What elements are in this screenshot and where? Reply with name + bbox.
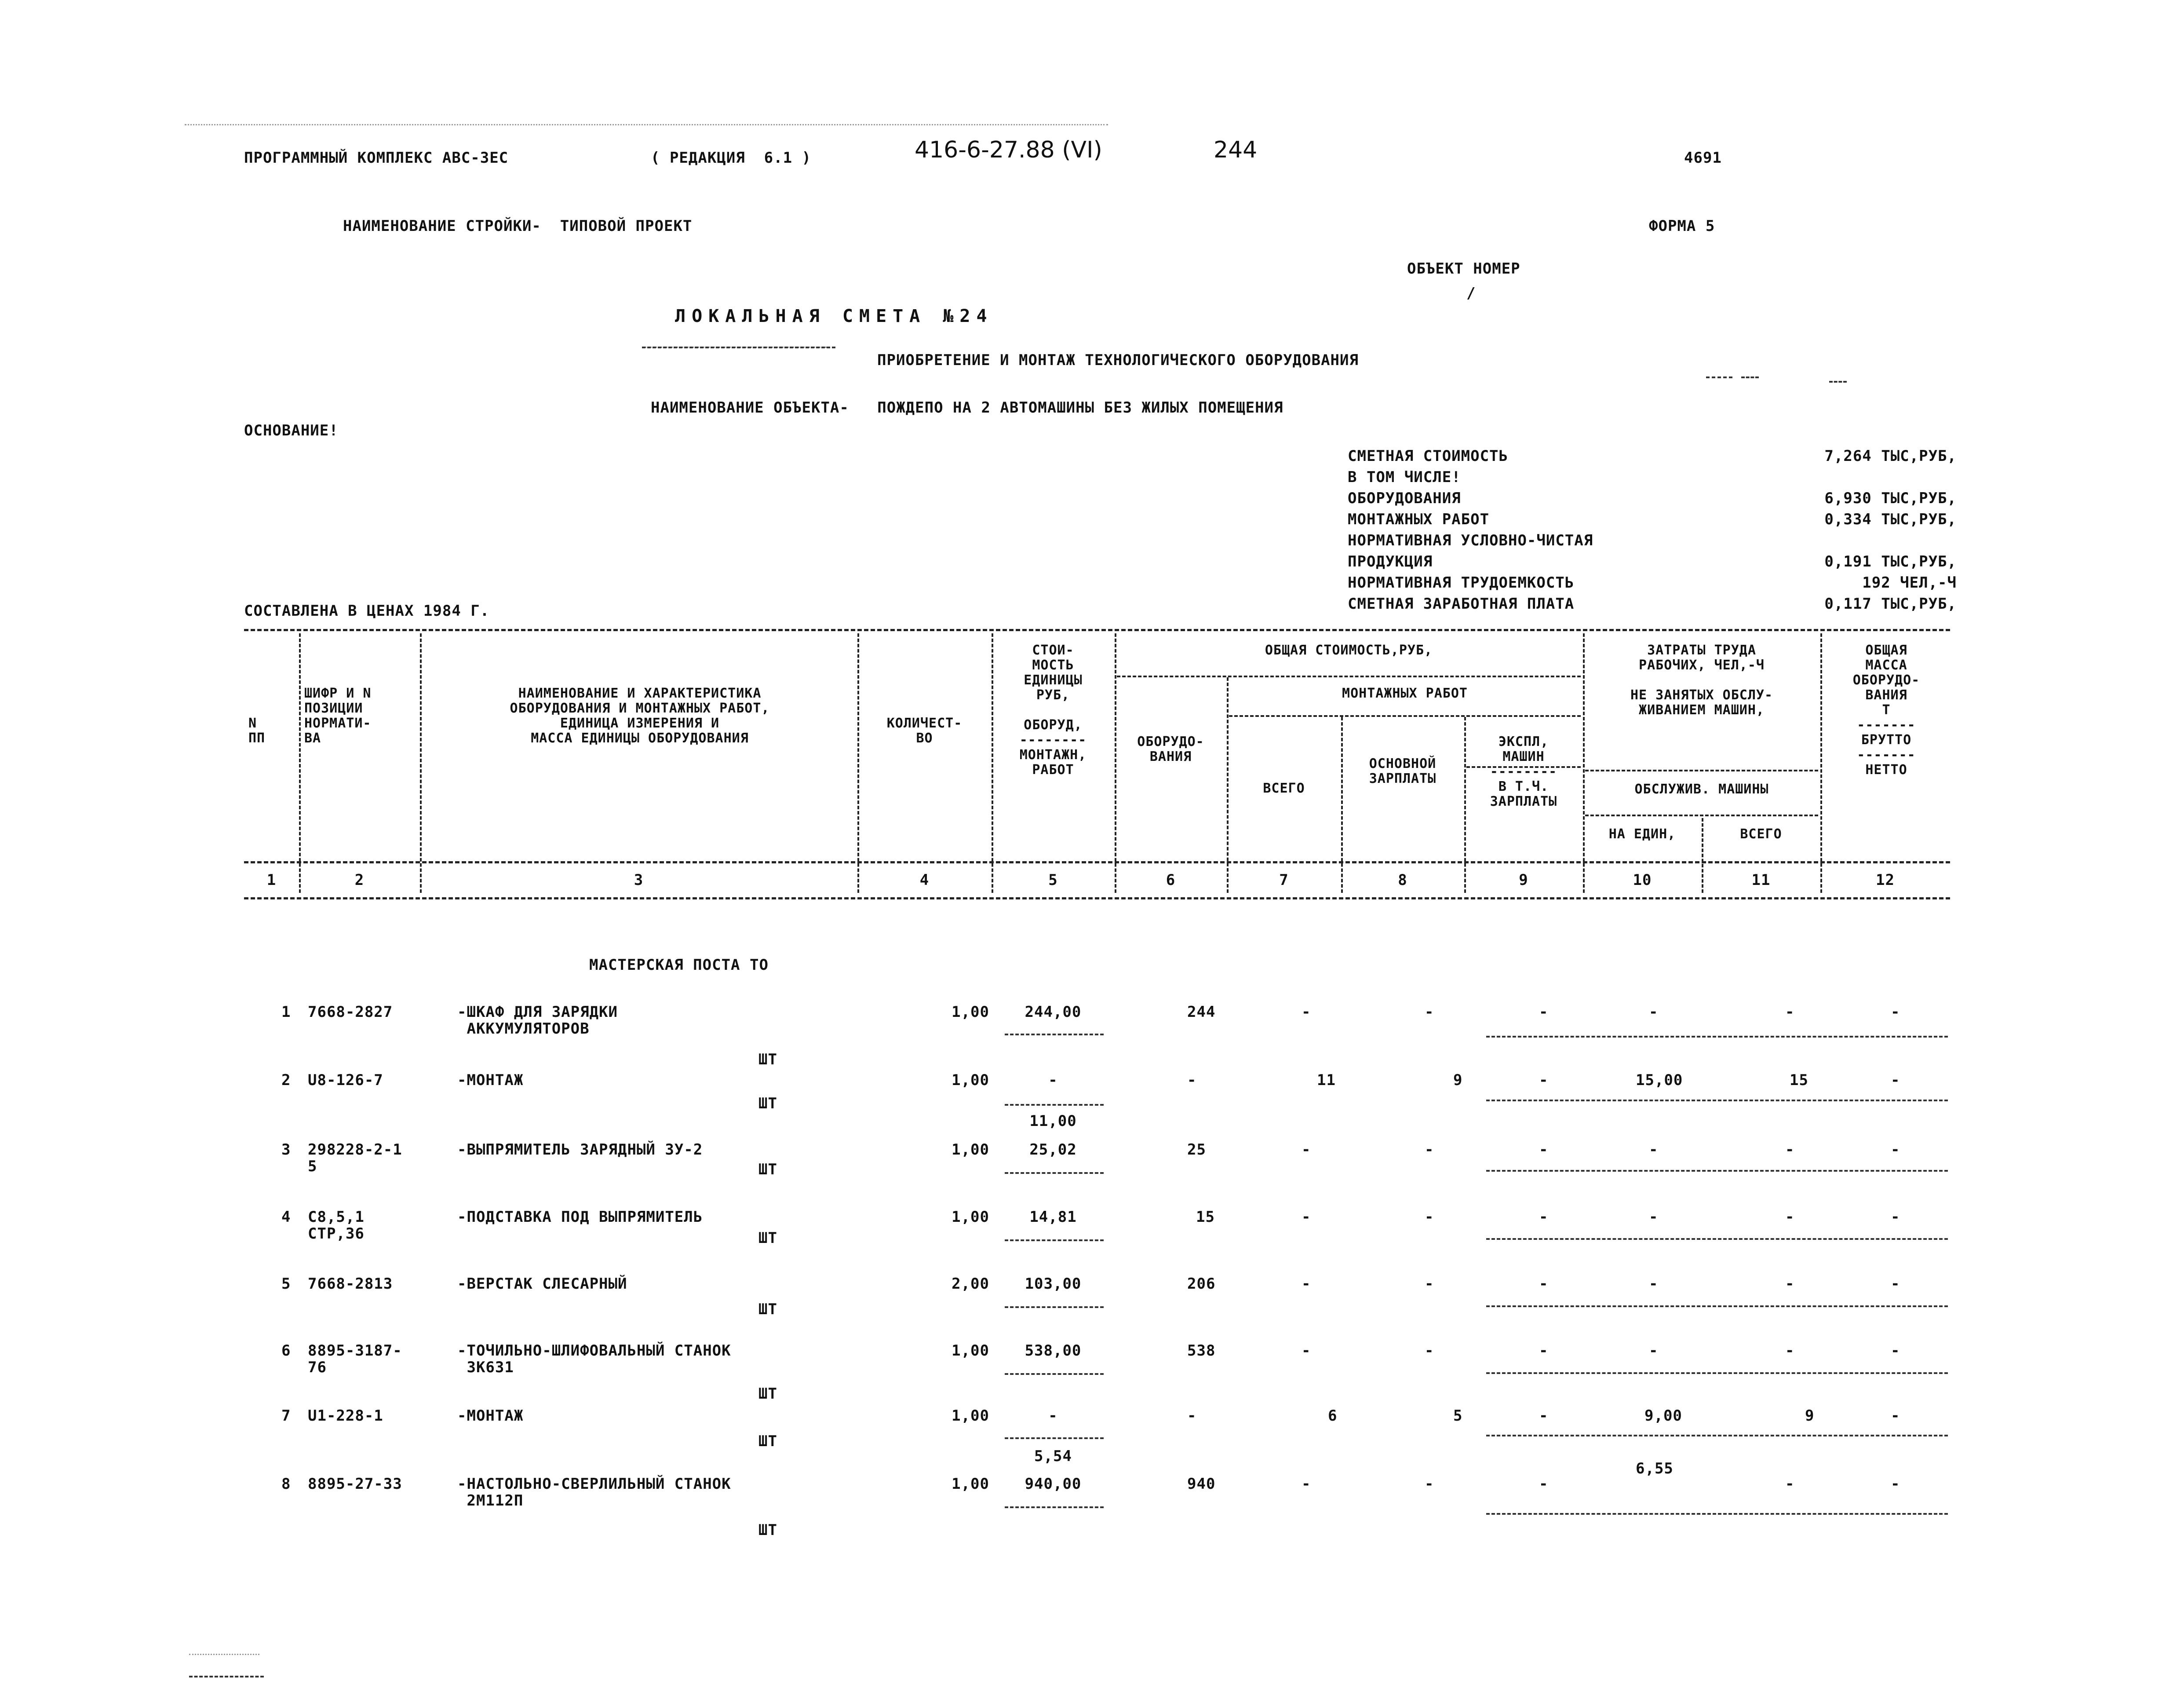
row-labor-total: - <box>1785 1342 1795 1359</box>
row-mount-total: - <box>1302 1141 1311 1158</box>
row-code: 298228-2-1 5 <box>308 1141 402 1175</box>
row-wage: - <box>1425 1342 1434 1359</box>
row-mount-total: - <box>1302 1003 1311 1021</box>
col-number: 3 <box>634 871 644 889</box>
row-unit: ШТ <box>758 1521 777 1539</box>
col-header-labor-total: ВСЕГО <box>1740 826 1782 842</box>
row-code: 7668-2813 <box>308 1275 393 1293</box>
row-labor-unit: 15,00 <box>1636 1071 1683 1089</box>
row-machines: - <box>1539 1071 1549 1089</box>
col-header-name: НАИМЕНОВАНИЕ И ХАРАКТЕРИСТИКА ОБОРУДОВАНИЯ И МОНТАЖНЫХ РАБОТ, ЕДИНИЦА ИЗМЕРЕНИЯ И МАССА ЕДИНИЦЫ ОБОРУДОВАНИЯ <box>510 686 770 746</box>
basis-label: ОСНОВАНИЕ! <box>244 422 339 439</box>
row-wage: 9 <box>1453 1071 1463 1089</box>
row-unit: ШТ <box>758 1301 777 1318</box>
summary-value: 0,334 ТЫС,РУБ, <box>1824 511 1957 528</box>
col-header-equipment: ОБОРУДО- ВАНИЯ <box>1137 734 1204 764</box>
row-wage: - <box>1425 1208 1434 1226</box>
row-quantity: 1,00 <box>952 1407 989 1425</box>
row-unit-price: 25,02 <box>1029 1141 1077 1158</box>
row-labor-total: 9 <box>1805 1407 1815 1425</box>
page-number: 244 <box>1214 137 1258 163</box>
row-code: 8895-27-33 <box>308 1475 402 1493</box>
col-header-unit-price: СТОИ- МОСТЬ ЕДИНИЦЫ РУБ, ОБОРУД, -------- МОНТАЖН, РАБОТ <box>1019 643 1087 778</box>
row-mount-total: - <box>1302 1275 1311 1293</box>
row-labor-total: 15 <box>1790 1071 1808 1089</box>
col-header-labor-machines: ОБСЛУЖИВ. МАШИНЫ <box>1634 782 1769 797</box>
col-number: 9 <box>1519 871 1528 889</box>
row-number: 3 <box>281 1141 291 1158</box>
project-code: 416-6-27.88 (VI) <box>915 137 1102 163</box>
col-number: 12 <box>1876 871 1895 889</box>
row-number: 6 <box>281 1342 291 1359</box>
edition: ( РЕДАКЦИЯ 6.1 ) <box>651 149 811 167</box>
row-unit-price: 940,00 <box>1025 1475 1082 1493</box>
col-header-mass: ОБЩАЯ МАССА ОБОРУДО- ВАНИЯ Т ------- БРУТТО ------- НЕТТО <box>1852 643 1920 778</box>
row-labor-unit: - <box>1649 1342 1659 1359</box>
col-number: 7 <box>1279 871 1289 889</box>
row-name: -ПОДСТАВКА ПОД ВЫПРЯМИТЕЛЬ <box>457 1208 703 1226</box>
row-mount-total: - <box>1302 1475 1311 1493</box>
summary-label: СМЕТНАЯ ЗАРАБОТНАЯ ПЛАТА <box>1348 595 1575 613</box>
row-wage: 5 <box>1453 1407 1463 1425</box>
col-number: 10 <box>1633 871 1652 889</box>
col-number: 1 <box>266 871 277 889</box>
row-unit: ШТ <box>758 1161 777 1178</box>
row-mount-total: - <box>1302 1342 1311 1359</box>
summary-value: 0,117 ТЫС,РУБ, <box>1824 595 1957 613</box>
row-unit: ШТ <box>758 1433 777 1450</box>
row-mount-price: 11,00 <box>1029 1112 1077 1130</box>
prices-basis: СОСТАВЛЕНА В ЦЕНАХ 1984 Г. <box>244 602 490 620</box>
row-unit: ШТ <box>758 1095 777 1112</box>
row-mass: - <box>1891 1407 1900 1425</box>
row-name: -МОНТАЖ <box>457 1407 524 1425</box>
col-header-per-unit: НА ЕДИН, <box>1608 826 1676 842</box>
summary-value: 0,191 ТЫС,РУБ, <box>1824 553 1957 570</box>
row-number: 1 <box>281 1003 291 1021</box>
row-machines: - <box>1539 1342 1549 1359</box>
scan-noise <box>189 1676 264 1677</box>
row-equipment: 538 <box>1187 1342 1216 1359</box>
row-wage: - <box>1425 1475 1434 1493</box>
row-quantity: 1,00 <box>952 1208 989 1226</box>
row-mount-total: 6 <box>1328 1407 1338 1425</box>
row-mount-total: 11 <box>1317 1071 1336 1089</box>
row-quantity: 1,00 <box>952 1475 989 1493</box>
row-mount-total: - <box>1302 1208 1311 1226</box>
row-mass: - <box>1891 1475 1900 1493</box>
building-name: НАИМЕНОВАНИЕ СТРОЙКИ- ТИПОВОЙ ПРОЕКТ <box>343 217 693 235</box>
section-title: МАСТЕРСКАЯ ПОСТА ТО <box>589 956 769 974</box>
row-number: 8 <box>281 1475 291 1493</box>
row-unit-price: 538,00 <box>1025 1342 1082 1359</box>
row-mass: - <box>1891 1071 1900 1089</box>
row-labor-unit: - <box>1649 1003 1659 1021</box>
row-equipment: 25 <box>1187 1141 1206 1158</box>
row-name: -МОНТАЖ <box>457 1071 524 1089</box>
row-code: 7668-2827 <box>308 1003 393 1021</box>
sheet-number: 4691 <box>1684 149 1722 167</box>
row-unit-price: 244,00 <box>1025 1003 1082 1021</box>
summary-value: 192 ЧЕЛ,-Ч <box>1862 574 1957 592</box>
row-unit: ШТ <box>758 1051 777 1068</box>
row-mass: - <box>1891 1141 1900 1158</box>
row-name: -ТОЧИЛЬНО-ШЛИФОВАЛЬНЫЙ СТАНОК 3К631 <box>457 1342 731 1376</box>
row-code: 8895-3187- 76 <box>308 1342 402 1376</box>
row-labor-unit: - <box>1649 1208 1659 1226</box>
row-number: 5 <box>281 1275 291 1293</box>
row-wage: - <box>1425 1141 1434 1158</box>
title-dash <box>1741 376 1759 378</box>
col-number: 6 <box>1166 871 1176 889</box>
row-name: -ВЕРСТАК СЛЕСАРНЫЙ <box>457 1275 627 1293</box>
title-dash <box>642 347 835 348</box>
summary-value: 7,264 ТЫС,РУБ, <box>1824 447 1957 465</box>
row-unit: ШТ <box>758 1229 777 1247</box>
row-machines: - <box>1539 1407 1549 1425</box>
program-name: ПРОГРАММНЫЙ КОМПЛЕКС АВС-3ЕС <box>244 149 509 167</box>
row-machines: - <box>1539 1275 1549 1293</box>
row-name: -ВЫПРЯМИТЕЛЬ ЗАРЯДНЫЙ ЗУ-2 <box>457 1141 703 1158</box>
row-unit-price: 14,81 <box>1029 1208 1077 1226</box>
row-wage: - <box>1425 1003 1434 1021</box>
row-mount-price: 5,54 <box>1034 1447 1072 1465</box>
row-mass: - <box>1891 1275 1900 1293</box>
row-labor-unit: - <box>1649 1141 1659 1158</box>
row-unit-price: - <box>1048 1071 1058 1089</box>
row-labor-total: - <box>1785 1208 1795 1226</box>
summary-label: ОБОРУДОВАНИЯ <box>1348 490 1461 507</box>
row-quantity: 2,00 <box>952 1275 989 1293</box>
summary-label: МОНТАЖНЫХ РАБОТ <box>1348 511 1490 528</box>
object-label: ОБЪЕКТ НОМЕР <box>1407 260 1520 278</box>
estimate-subtitle: ПРИОБРЕТЕНИЕ И МОНТАЖ ТЕХНОЛОГИЧЕСКОГО ОБОРУДОВАНИЯ <box>877 351 1359 369</box>
form-label: ФОРМА 5 <box>1649 217 1715 235</box>
row-equipment: 940 <box>1187 1475 1216 1493</box>
row-mass: - <box>1891 1003 1900 1021</box>
row-machines: - <box>1539 1208 1549 1226</box>
row-equipment: 244 <box>1187 1003 1216 1021</box>
row-wage: - <box>1425 1275 1434 1293</box>
row-number: 7 <box>281 1407 291 1425</box>
summary-label: В ТОМ ЧИСЛЕ! <box>1348 468 1461 486</box>
col-header-machines: ЭКСПЛ, МАШИН -------- В Т.Ч. ЗАРПЛАТЫ <box>1490 734 1557 809</box>
row-labor-total: - <box>1785 1141 1795 1158</box>
col-number: 11 <box>1751 871 1771 889</box>
col-number: 5 <box>1048 871 1058 889</box>
summary-label: СМЕТНАЯ СТОИМОСТЬ <box>1348 447 1508 465</box>
summary-label: НОРМАТИВНАЯ УСЛОВНО-ЧИСТАЯ <box>1348 532 1593 549</box>
summary-label: НОРМАТИВНАЯ ТРУДОЕМКОСТЬ <box>1348 574 1575 592</box>
row-labor-total: - <box>1785 1475 1795 1493</box>
row-machines: - <box>1539 1475 1549 1493</box>
col-header-quantity: КОЛИЧЕСТ- ВО <box>886 716 963 746</box>
row-code: С8,5,1 СТР,36 <box>308 1208 365 1242</box>
row-labor-unit: 9,00 <box>1644 1407 1682 1425</box>
col-header-labor: ЗАТРАТЫ ТРУДА РАБОЧИХ, ЧЕЛ,-Ч НЕ ЗАНЯТЫХ ОБСЛУ- ЖИВАНИЕМ МАШИН, <box>1630 643 1773 718</box>
row-quantity: 1,00 <box>952 1071 989 1089</box>
row-code: U1-228-1 <box>308 1407 383 1425</box>
col-header-total-cost: ОБЩАЯ СТОИМОСТЬ,РУБ, <box>1265 643 1433 658</box>
col-header-code: ШИФР И N ПОЗИЦИИ НОРМАТИ- ВА <box>304 686 372 746</box>
col-number: 8 <box>1398 871 1407 889</box>
row-number: 2 <box>281 1071 291 1089</box>
row-mass: - <box>1891 1208 1900 1226</box>
row-name: -НАСТОЛЬНО-СВЕРЛИЛЬНЫЙ СТАНОК 2М112П <box>457 1475 731 1509</box>
row-labor-unit: 6,55 <box>1636 1460 1674 1477</box>
title-dash <box>1829 381 1847 383</box>
row-labor-unit: - <box>1649 1275 1659 1293</box>
estimate-title: ЛОКАЛЬНАЯ СМЕТА №24 <box>675 306 993 326</box>
row-equipment: 206 <box>1187 1275 1216 1293</box>
row-unit-price: - <box>1048 1407 1058 1425</box>
row-equipment: - <box>1187 1071 1197 1089</box>
row-name: -ШКАФ ДЛЯ ЗАРЯДКИ АККУМУЛЯТОРОВ <box>457 1003 618 1038</box>
row-machines: - <box>1539 1003 1549 1021</box>
row-quantity: 1,00 <box>952 1141 989 1158</box>
row-machines: - <box>1539 1141 1549 1158</box>
scan-noise <box>189 1654 259 1655</box>
title-dash <box>1706 376 1732 378</box>
row-mass: - <box>1891 1342 1900 1359</box>
row-labor-total: - <box>1785 1003 1795 1021</box>
col-header-n: N ПП <box>248 716 266 746</box>
row-unit-price: 103,00 <box>1025 1275 1082 1293</box>
col-number: 2 <box>354 871 365 889</box>
row-equipment: - <box>1187 1407 1197 1425</box>
col-header-total: ВСЕГО <box>1263 781 1305 796</box>
row-number: 4 <box>281 1208 291 1226</box>
col-header-wage: ОСНОВНОЙ ЗАРПЛАТЫ <box>1369 756 1437 786</box>
row-equipment: 15 <box>1196 1208 1215 1226</box>
row-quantity: 1,00 <box>952 1003 989 1021</box>
object-name: НАИМЕНОВАНИЕ ОБЪЕКТА- ПОЖДЕПО НА 2 АВТОМАШИНЫ БЕЗ ЖИЛЫХ ПОМЕЩЕНИЯ <box>651 399 1283 417</box>
summary-value: 6,930 ТЫС,РУБ, <box>1824 490 1957 507</box>
row-labor-total: - <box>1785 1275 1795 1293</box>
col-header-mounting: МОНТАЖНЫХ РАБОТ <box>1342 686 1468 701</box>
row-code: U8-126-7 <box>308 1071 383 1089</box>
row-quantity: 1,00 <box>952 1342 989 1359</box>
row-unit: ШТ <box>758 1385 777 1403</box>
col-number: 4 <box>919 871 930 889</box>
summary-label: ПРОДУКЦИЯ <box>1348 553 1433 570</box>
scan-noise <box>185 124 1108 125</box>
object-number: / <box>1466 285 1476 302</box>
